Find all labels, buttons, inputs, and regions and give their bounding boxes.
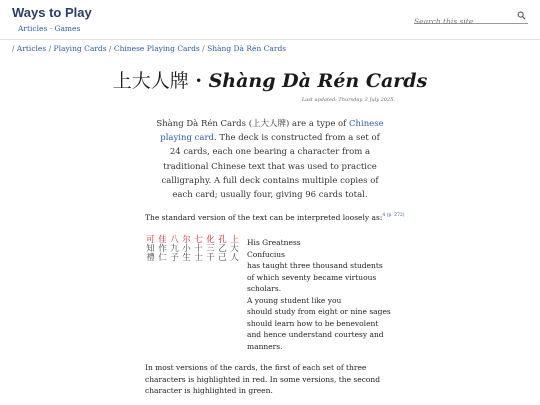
character: 尔 <box>182 235 191 245</box>
character: 十 <box>194 244 203 254</box>
site-title[interactable]: Ways to Play <box>12 5 92 20</box>
breadcrumb-playing-cards[interactable]: Playing Cards <box>53 44 107 53</box>
verse-translation <box>247 237 417 352</box>
search-icon[interactable] <box>517 11 526 20</box>
character: 七 <box>194 235 203 245</box>
character: 人 <box>230 253 239 263</box>
character: 乙 <box>218 244 227 254</box>
character: 士 <box>194 253 203 263</box>
breadcrumb-current[interactable]: Shàng Dà Rén Cards <box>207 44 287 53</box>
character: 八 <box>170 235 179 245</box>
page-title-separator: · <box>188 70 209 92</box>
page-title-roman: Shàng Dà Rén Cards <box>208 70 428 92</box>
character-column <box>181 236 192 263</box>
character: 化 <box>206 235 215 245</box>
character: 知 <box>146 244 155 254</box>
interpretation-note: The standard version of the text can be interpreted loosely as:$^{4 (p. 272)}$ <box>145 213 405 222</box>
character: 子 <box>170 253 179 263</box>
verse-line: and hence understand courtesy and <box>247 330 384 339</box>
intro-paragraph: Shàng Dà Rén Cards (上大人牌) are a type of Chinese playing card. The deck is constructed from a set of 24 cards, each one bearing a character from a traditional Chinese text that was used to practice calligraphy. A full deck contains multiple copies of each card; usually four, giving 96 cards total. <box>156 119 384 201</box>
character: 上 <box>230 235 239 245</box>
citation-link[interactable]: 4 (p. 272) <box>382 213 405 218</box>
nav-games-link[interactable]: Games <box>54 24 81 33</box>
character-column <box>145 236 156 263</box>
site-nav <box>18 24 80 33</box>
verse-line: scholars. <box>247 284 282 293</box>
nav-articles-link[interactable]: Articles <box>18 24 48 33</box>
chinese-playing-card-link[interactable]: Chinese playing card <box>160 119 384 144</box>
verse-line: His Greatness <box>247 238 301 247</box>
verse-line: manners. <box>247 341 283 351</box>
character: 可 <box>146 235 155 245</box>
breadcrumb-articles[interactable]: Articles <box>16 44 47 53</box>
search-input[interactable] <box>414 15 510 29</box>
highlight-note-paragraph: In most versions of the cards, the first of each set of three characters is highlighted in red. In some versions, the second character is highlighted in green. <box>145 363 381 395</box>
breadcrumb: / Articles / Playing Cards / Chinese Playing Cards / Shàng Dà Rén Cards <box>12 44 287 53</box>
verse-line: A young student like you <box>247 295 342 305</box>
page-title <box>0 66 540 93</box>
nav-separator: · <box>47 24 55 33</box>
character: 小 <box>182 244 191 254</box>
character-column <box>193 236 204 263</box>
character: 作 <box>158 244 167 254</box>
character: 佳 <box>158 235 167 245</box>
character: 孔 <box>218 235 227 245</box>
character: 生 <box>182 253 191 263</box>
verse-line: Confucius <box>247 249 285 259</box>
character: 大 <box>230 244 239 254</box>
character: 仁 <box>158 253 167 263</box>
verse-line: should study from eight or nine sages <box>247 307 391 316</box>
verse-line: has taught three thousand students <box>247 261 383 270</box>
breadcrumb-chinese-playing-cards[interactable]: Chinese Playing Cards <box>113 44 200 53</box>
character: 千 <box>206 253 215 263</box>
character: 九 <box>170 244 179 254</box>
character: 禮 <box>146 253 155 263</box>
character-column <box>157 236 168 263</box>
character-column <box>229 236 240 263</box>
verse-line: should learn how to be benevolent <box>247 318 379 328</box>
verse-line: of which seventy became virtuous <box>247 272 377 282</box>
page-title-chinese: 上大人牌 <box>112 70 189 92</box>
last-updated: Last updated: Thursday, 3 July 2025. <box>301 97 395 103</box>
character: 己 <box>218 253 227 263</box>
search-box <box>414 9 528 24</box>
header-divider <box>0 39 540 40</box>
character-column <box>217 236 228 263</box>
character-column <box>205 236 216 263</box>
character-column <box>169 236 180 263</box>
character: 三 <box>206 244 215 254</box>
